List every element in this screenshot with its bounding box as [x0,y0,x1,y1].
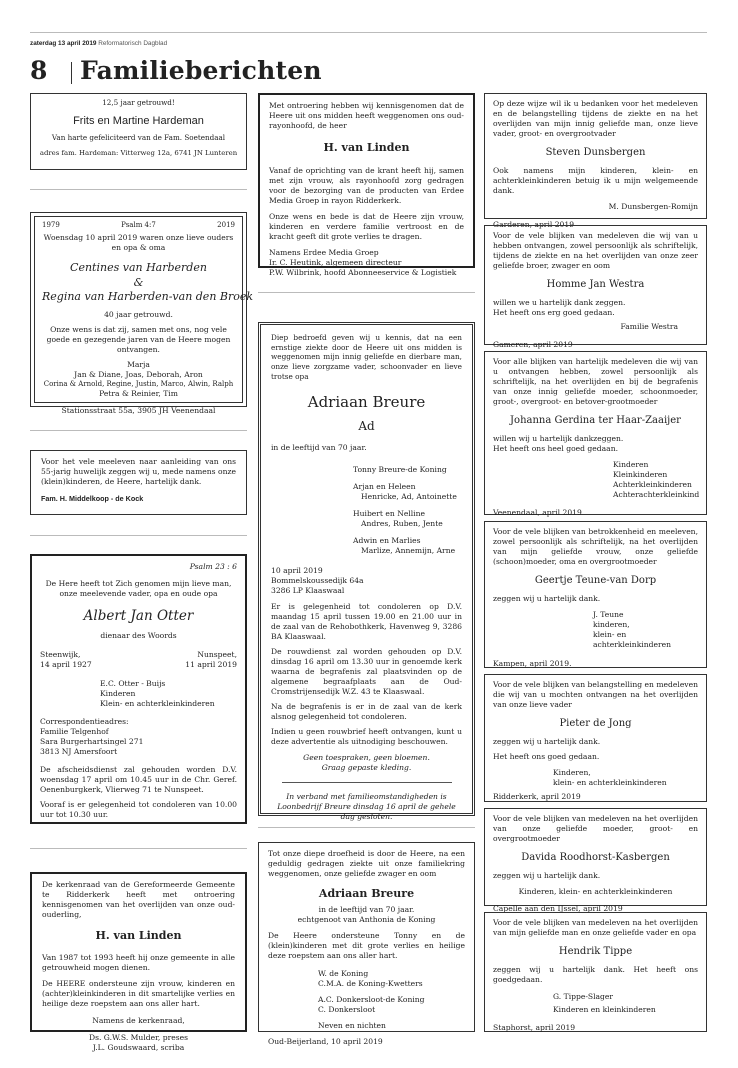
haar-f2: Kleinkinderen [613,470,668,480]
header-rule [30,32,707,33]
erdee-intro: Met ontroering hebben wij kennisgenomen dat de Heere uit ons midden heeft weggenomen ons oud-rayonhoofd, de heer [269,101,464,131]
otter-corr3: 3813 NJ Amersfoort [40,747,118,756]
kerkenraad-p2: De HEERE ondersteune zijn vrouw, kinderen en (achter)kleinkinderen in dit smartelijke verlies en heilige deze roepstem aan ons aller hart. [42,978,235,1008]
roodhorst-p1: zeggen wij u hartelijk dank. [493,871,601,881]
column-divider [258,292,475,293]
kerkenraad-intro: De kerkenraad van de Gereformeerde Gemeente te Ridderkerk heeft met ontroering kennisgenomen van het overlijden van onze oud-ouderling, [42,880,235,920]
breure2-f3: A.C. Donkersloot-de Koning [318,994,425,1004]
erdee-name: H. van Linden [323,141,410,155]
breure-f6: Adwin en Marlies [353,535,421,545]
westra-place: Gameren, april 2019 [493,340,573,350]
teune-intro: Voor de vele blijken van betrokkenheid en meeleven, zowel persoonlijk als schriftelijk, na het overlijden van mijn geliefde vrouw, onze geliefde (schoon)moeder, oma en overgrootmoeder [493,527,698,567]
issue-date: zaterdag 13 april 2019 [30,40,97,47]
harberden-fam4: Petra & Reinier, Tim [99,389,178,399]
roodhorst-place: Capelle aan den IJssel, april 2019 [493,904,623,914]
haar-p2: Het heeft ons heel goed gedaan. [493,444,619,454]
westra-intro: Voor de vele blijken van medeleven die wij van u hebben ontvangen, zowel persoonlijk als schriftelijk, tijdens de ziekte en na het overlijden van onze zeer geliefde broer, zwager en oom [493,231,698,271]
erdee-sign3: P.W. Wilbrink, hoofd Abonneeservice & Logistiek [269,267,457,277]
breure-name: Adriaan Breure [307,393,426,412]
column-divider [30,848,247,849]
breure-intro: Diep bedroefd geven wij u kennis, dat na een ernstige ziekte door de Heere uit ons midden is weggenomen mijn innig geliefde en dierbare man, onze lieve zorgzame vader, schoonvader en lieve trotse opa [271,333,462,381]
breure-nick: Ad [358,418,375,433]
harberden-name2: Regina van Harberden-van den Broek [42,290,254,304]
haar-place: Veenendaal, april 2019 [493,508,582,518]
page-title: Familieberichten [80,56,322,85]
paper-name: Reformatorisch Dagblad [98,40,168,47]
otter-corr2: Sara Burgerhartsingel 271 [40,736,144,746]
harberden-wish: Onze wens is dat zij, samen met ons, nog vele goede en gezegende jaren van de Heere mogen ontvangen. [46,324,231,354]
dunsbergen-place: Garderen, april 2019 [493,220,575,230]
breure-addr2: 3286 LP Klaaswaal [271,585,345,595]
roodhorst-intro: Voor de vele blijken van medeleven na het overlijden van onze geliefde moeder, groot- en overgrootmoeder [493,814,698,844]
ad-tippe [484,912,707,1032]
otter-fam3: Klein- en achterkleinkinderen [100,698,215,708]
dunsbergen-intro: Op deze wijze wil ik u bedanken voor het medeleven en de belangstelling tijdens de ziekte en na het overlijden van mijn innig geliefde man, onze lieve vader, groot- en overgrootvader [493,99,698,139]
haar-f3: Achterkleinkinderen [613,480,692,490]
column-divider [258,827,475,828]
column-divider [30,430,247,431]
ad-roodhorst [484,808,707,914]
jong-f2: klein- en achterkleinkinderen [553,778,667,788]
teune-f3: klein- en achterkleinkinderen [593,630,671,650]
otter-psalm: Psalm 23 : 6 [189,562,237,571]
ad-ter-haar [484,351,707,518]
ad-hardeman-congrats: Van harte gefeliciteerd van de Fam. Soetendaal [51,133,226,143]
haar-intro: Voor alle blijken van hartelijk medeleven die wij van u ontvangen hebben, zowel persoonlijk als schriftelijk, na het overlijden en bij de begrafenis van onze innig geliefde moeder, schoonmoeder, groot-, overgroot- en betover-grootmoeder [493,357,698,407]
otter-corr1: Familie Telgenhof [40,726,109,736]
teune-f2: kinderen, [593,620,630,630]
otter-place1: Steenwijk, [40,649,81,659]
westra-p2: Het heeft ons erg goed gedaan. [493,308,615,318]
kerkenraad-sign3: J.L. Goudswaard, scriba [92,1042,185,1052]
jong-f1: Kinderen, [553,768,591,778]
ad-breure [258,322,475,822]
breure-note3: In verband met familieomstandigheden is Loonbedrijf Breure dinsdag 16 april de gehele dag gesloten. [277,792,456,822]
teune-place: Kampen, april 2019. [493,659,572,669]
otter-place2: Nunspeet, [197,649,237,659]
harberden-amp: & [133,275,144,289]
tippe-f1: G. Tippe-Slager [553,992,614,1002]
ad-dunsbergen [484,93,707,230]
otter-intro: De Here heeft tot Zich genomen mijn lieve man, onze meelevende vader, opa en oude opa [45,579,232,599]
otter-dates [40,650,237,670]
roodhorst-name: Davida Roodhorst-Kasbergen [521,852,670,864]
otter-date1: 14 april 1927 [40,659,92,669]
ad-hardeman-address: adres fam. Hardeman: Vitterweg 12a, 6741 JN Lunteren [39,148,238,157]
dunsbergen-sign: M. Dunsbergen-Romijn [608,202,698,212]
otter-service: De afscheidsdienst zal gehouden worden D.V. woensdag 17 april om 10.45 uur in de Chr. Geref. Oenenburgkerk, Vlierweg 71 te Nunspeet. [40,765,237,795]
ad-teune [484,521,707,668]
breure-note1: Geen toespraken, geen bloemen. [303,753,430,763]
kerkenraad-sign2: Ds. G.W.S. Mulder, preses [88,1032,189,1042]
harberden-fam3: Corina & Arnold, Regine, Justin, Marco, Alwin, Ralph [43,379,234,388]
teune-name: Geertje Teune-van Dorp [534,575,657,587]
ad-hardeman-top: 12,5 jaar getrouwd! [102,98,175,107]
jong-p1: zeggen wij u hartelijk dank. [493,737,601,747]
ad-middelkoop [30,450,247,515]
harberden-year-to: 2019 [217,221,235,229]
haar-name: Johanna Gerdina ter Haar-Zaaijer [510,415,681,427]
breure2-f4: C. Donkersloot [318,1004,376,1014]
page-number: 8 [30,56,48,85]
harberden-intro: Woensdag 10 april 2019 waren onze lieve ouders en opa & oma [43,233,234,253]
breure-p1: Er is gelegenheid tot condoleren op D.V. maandag 15 april tussen 19.00 en 21.00 uur in de zaal van de Rehobothkerk, Havenweg 9, 3286 BA Klaaswaal. [271,601,462,641]
breure-p4: Indien u geen rouwbrief heeft ontvangen, kunt u deze advertentie als uitnodiging beschouwen. [271,727,462,747]
breure2-intro: Tot onze diepe droefheid is door de Heere, na een geduldig gedragen ziekte uit onze familiekring weggenomen, onze geliefde zwager en oom [268,849,465,879]
ad-erdee [258,93,475,277]
breure2-name: Adriaan Breure [318,887,415,901]
erdee-sign1: Namens Erdee Media Groep [269,247,379,257]
breure-f3: Henricke, Ad, Antoinette [361,491,457,501]
harberden-header-row [42,221,235,230]
breure2-f2: C.M.A. de Koning-Kwetters [318,978,423,988]
breure2-f1: W. de Koning [318,968,369,978]
breure-p3: Na de begrafenis is er in de zaal van de kerk alsnog gelegenheid tot condoleren. [271,702,462,722]
teune-f1: J. Teune [593,610,624,620]
roodhorst-f1: Kinderen, klein- en achterkleinkinderen [518,887,673,897]
tippe-f2: Kinderen en kleinkinderen [553,1005,656,1015]
teune-p1: zeggen wij u hartelijk dank. [493,594,601,604]
erdee-p1: Vanaf de oprichting van de krant heeft hij, samen met zijn vrouw, als rayonhoofd zorg gedragen voor de bezorging van de producten van Erdee Media Groep in rayon Ridderkerk. [269,165,464,205]
haar-f1: Kinderen [613,460,649,470]
breure-f1: Tonny Breure-de Koning [353,464,447,474]
breure2-place: Oud-Beijerland, 10 april 2019 [268,1036,383,1046]
ad-hardeman [30,93,247,170]
breure-date: 10 april 2019 [271,565,323,575]
jong-name: Pieter de Jong [559,718,632,730]
kerkenraad-name: H. van Linden [95,929,182,943]
breure-note2: Graag gepaste kleding. [321,763,412,773]
harberden-sub: 40 jaar getrouwd. [104,309,173,319]
harberden-fam1: Marja [127,359,150,369]
jong-intro: Voor de vele blijken van belangstelling en medeleven die wij van u mochten ontvangen na het overlijden van onze lieve vader [493,680,698,710]
tippe-place: Staphorst, april 2019 [493,1023,576,1033]
harberden-psalm: Psalm 4:7 [121,221,156,229]
otter-corr: Correspondentieadres: [40,716,129,726]
westra-sign: Familie Westra [620,322,678,332]
column-divider [30,535,247,536]
haar-f4: Achterachterkleinkind [613,490,700,500]
middelkoop-sign: Fam. H. Middelkoop - de Kock [41,494,144,504]
breure2-age: in de leeftijd van 70 jaar. [318,904,415,914]
ad-otter [30,554,247,824]
breure-f7: Marlize, Annemijn, Arne [361,545,456,555]
dunsbergen-p1: Ook namens mijn kinderen, klein- en achterkleinkinderen betuig ik u mijn welgemeende dank. [493,166,698,196]
breure2-spouse: echtgenoot van Anthonia de Koning [297,914,436,924]
breure-f4: Huibert en Nelline [353,508,425,518]
harberden-address: Stationsstraat 55a, 3905 JH Veenendaal [61,406,216,416]
jong-place: Ridderkerk, april 2019 [493,792,581,802]
jong-p2: Het heeft ons goed gedaan. [493,752,600,762]
otter-date2: 11 april 2019 [185,659,237,669]
tippe-intro: Voor de vele blijken van medeleven na het overlijden van mijn geliefde man en onze geliefde vader en opa [493,918,698,938]
breure-f5: Andres, Ruben, Jente [361,518,443,528]
harberden-name1: Centines van Harberden [70,261,207,275]
middelkoop-text: Voor het vele meeleven naar aanleiding van ons 55-jarig huwelijk zeggen wij u, mede namens onze (klein)kinderen, de Heere, hartelijk dank. [41,457,236,487]
breure-p2: De rouwdienst zal worden gehouden op D.V. dinsdag 16 april om 13.30 uur in genoemde kerk waarna de begrafenis zal plaatsvinden op de algemene begraafplaats aan de Oud-Cromstrijensedijk W.Z. 43 te Klaaswaal. [271,646,462,697]
tippe-name: Hendrik Tippe [558,946,633,958]
dunsbergen-name: Steven Dunsbergen [545,147,646,159]
westra-p1: willen we u hartelijk dank zeggen. [493,298,626,308]
breure-f2: Arjan en Heleen [353,481,416,491]
otter-condolence: Vooraf is er gelegenheid tot condoleren van 10.00 uur tot 10.30 uur. [40,800,237,820]
breure2-f5: Neven en nichten [318,1020,386,1030]
breure-age: in de leeftijd van 70 jaar. [271,442,367,452]
ad-breure-family [258,842,475,1046]
column-divider [30,189,247,190]
breure-addr1: Bommelskoussedijk 64a [271,575,364,585]
dateline [30,40,167,48]
otter-fam2: Kinderen [100,688,136,698]
breure-divider [282,782,452,783]
kerkenraad-sign1: Namens de kerkenraad, [92,1015,185,1025]
otter-fam1: E.C. Otter - Buijs [100,678,166,688]
ad-westra [484,225,707,350]
harberden-year-from: 1979 [42,221,60,229]
otter-name: Albert Jan Otter [83,608,194,625]
erdee-p2: Onze wens en bede is dat de Heere zijn vrouw, kinderen en verdere familie vertroost en de kracht geeft dit grote verlies te dragen. [269,211,464,241]
ad-van-harberden [30,212,254,416]
haar-p1: willen wij u hartelijk dankzeggen. [493,434,624,444]
otter-sub: dienaar des Woords [100,630,177,640]
erdee-sign2: Ir. C. Heutink, algemeen directeur [269,257,402,267]
tippe-p1: zeggen wij u hartelijk dank. Het heeft ons goedgedaan. [493,965,698,985]
kerkenraad-p1: Van 1987 tot 1993 heeft hij onze gemeente in alle getrouwheid mogen dienen. [42,952,235,972]
harberden-fam2: Jan & Diane, Joas, Deborah, Aron [74,369,203,379]
ad-kerkenraad [30,872,247,1052]
ad-hardeman-name: Frits en Martine Hardeman [73,114,204,127]
breure2-p1: De Heere ondersteune Tonny en de (klein)kinderen met dit grote verlies en heilige deze roepstem aan ons aller hart. [268,930,465,960]
ad-de-jong [484,674,707,802]
westra-name: Homme Jan Westra [546,279,645,291]
page-number-separator [71,62,72,84]
